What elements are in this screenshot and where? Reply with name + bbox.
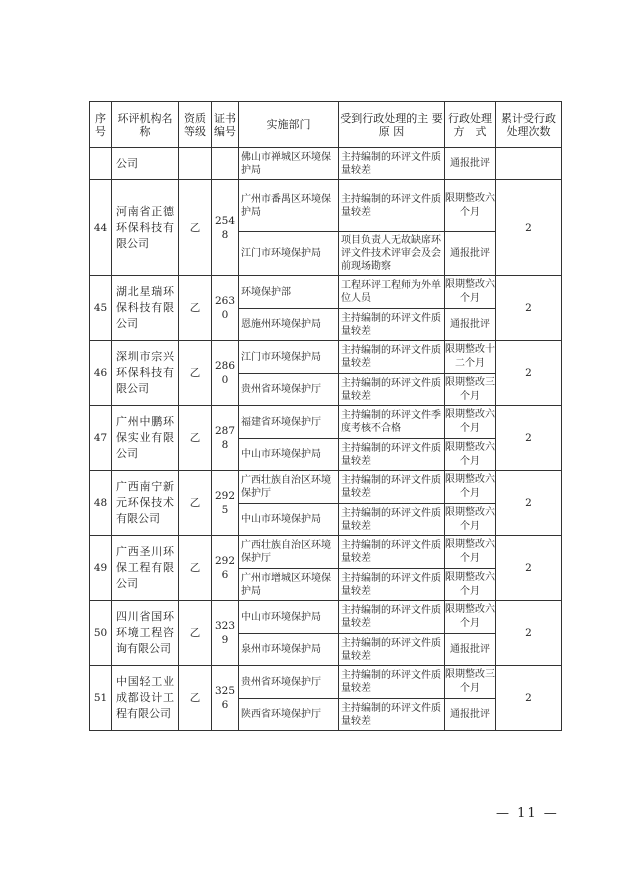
cert-cell: 2925 (212, 471, 239, 536)
dept-cell: 贵州省环境保护厅 (239, 666, 339, 699)
cert-cell: 3256 (212, 666, 239, 731)
method-cell: 限期整改十二个月 (445, 341, 496, 374)
grade-cell: 乙 (179, 666, 212, 731)
dept-cell: 中山市环境保护局 (239, 504, 339, 536)
header-dept: 实施部门 (239, 102, 339, 148)
grade-cell: 乙 (179, 536, 212, 601)
method-cell: 限期整改三个月 (445, 374, 496, 406)
reason-cell: 项目负责人无故缺席环评文件技术评审会及会前现场勘察 (339, 232, 445, 276)
reason-cell: 主持编制的环评文件季度考核不合格 (339, 406, 445, 439)
header-cert: 证书编号 (212, 102, 239, 148)
org-cell: 深圳市宗兴环保科技有限公司 (112, 341, 179, 406)
method-cell: 限期整改六个月 (445, 601, 496, 634)
cert-cell: 2548 (212, 180, 239, 276)
penalty-table (89, 101, 562, 731)
method-cell: 限期整改六个月 (445, 536, 496, 569)
carry-method: 通报批评 (445, 148, 496, 180)
cert-cell: 2630 (212, 276, 239, 341)
dept-cell: 江门市环境保护局 (239, 341, 339, 374)
carry-reason: 主持编制的环评文件质量较差 (339, 148, 445, 180)
method-cell: 限期整改六个月 (445, 569, 496, 601)
reason-cell: 主持编制的环评文件质量较差 (339, 536, 445, 569)
count-cell: 2 (496, 180, 562, 276)
seq-cell: 47 (90, 406, 112, 471)
header-org: 环评机构名 称 (112, 102, 179, 148)
carry-cert (212, 148, 239, 180)
seq-cell: 50 (90, 601, 112, 666)
reason-cell: 主持编制的环评文件质量较差 (339, 309, 445, 341)
count-cell: 2 (496, 666, 562, 731)
dept-cell: 环境保护部 (239, 276, 339, 309)
org-cell: 广西圣川环保工程有限公司 (112, 536, 179, 601)
reason-cell: 主持编制的环评文件质量较差 (339, 601, 445, 634)
count-cell: 2 (496, 601, 562, 666)
method-cell: 限期整改六个月 (445, 276, 496, 309)
method-cell: 通报批评 (445, 634, 496, 666)
page-number: — 11 — (496, 806, 559, 821)
reason-cell: 主持编制的环评文件质量较差 (339, 180, 445, 232)
method-cell: 通报批评 (445, 699, 496, 731)
reason-cell: 主持编制的环评文件质量较差 (339, 699, 445, 731)
reason-cell: 主持编制的环评文件质量较差 (339, 439, 445, 471)
reason-cell: 主持编制的环评文件质量较差 (339, 634, 445, 666)
org-cell: 四川省国环环境工程咨询有限公司 (112, 601, 179, 666)
reason-cell: 主持编制的环评文件质量较差 (339, 666, 445, 699)
org-cell: 广州中鹏环保实业有限公司 (112, 406, 179, 471)
grade-cell: 乙 (179, 341, 212, 406)
grade-cell: 乙 (179, 406, 212, 471)
header-method: 行政处理方 式 (445, 102, 496, 148)
method-cell: 限期整改六个月 (445, 406, 496, 439)
seq-cell: 51 (90, 666, 112, 731)
reason-cell: 主持编制的环评文件质量较差 (339, 504, 445, 536)
table-row (90, 471, 562, 504)
cert-cell: 2926 (212, 536, 239, 601)
method-cell: 限期整改六个月 (445, 504, 496, 536)
count-cell: 2 (496, 341, 562, 406)
method-cell: 限期整改六个月 (445, 439, 496, 471)
seq-cell: 44 (90, 180, 112, 276)
cert-cell: 2878 (212, 406, 239, 471)
method-cell: 限期整改六个月 (445, 471, 496, 504)
dept-cell: 广西壮族自治区环境保护厅 (239, 471, 339, 504)
grade-cell: 乙 (179, 180, 212, 276)
dept-cell: 陕西省环境保护厅 (239, 699, 339, 731)
cert-cell: 3239 (212, 601, 239, 666)
header-grade: 资质等级 (179, 102, 212, 148)
method-cell: 限期整改六个月 (445, 180, 496, 232)
header-reason: 受到行政处理的主 要 原 因 (339, 102, 445, 148)
method-cell: 限期整改三个月 (445, 666, 496, 699)
dept-cell: 广州市增城区环境保护局 (239, 569, 339, 601)
carry-seq (90, 148, 112, 180)
org-cell: 广西南宁新元环保技术有限公司 (112, 471, 179, 536)
method-cell: 通报批评 (445, 309, 496, 341)
count-cell: 2 (496, 471, 562, 536)
table-row (90, 536, 562, 569)
dept-cell: 福建省环境保护厅 (239, 406, 339, 439)
table-row (90, 601, 562, 634)
table-row (90, 276, 562, 309)
grade-cell: 乙 (179, 601, 212, 666)
count-cell: 2 (496, 276, 562, 341)
seq-cell: 46 (90, 341, 112, 406)
grade-cell: 乙 (179, 276, 212, 341)
table-row (90, 341, 562, 374)
count-cell: 2 (496, 406, 562, 471)
reason-cell: 主持编制的环评文件质量较差 (339, 569, 445, 601)
dept-cell: 泉州市环境保护局 (239, 634, 339, 666)
dept-cell: 恩施州环境保护局 (239, 309, 339, 341)
table-row (90, 180, 562, 232)
seq-cell: 48 (90, 471, 112, 536)
header-count: 累计受行政处理次数 (496, 102, 562, 148)
dept-cell: 贵州省环境保护厅 (239, 374, 339, 406)
seq-cell: 49 (90, 536, 112, 601)
dept-cell: 江门市环境保护局 (239, 232, 339, 276)
carry-org: 公司 (112, 148, 179, 180)
carry-dept: 佛山市禅城区环境保护局 (239, 148, 339, 180)
count-cell: 2 (496, 536, 562, 601)
dept-cell: 广西壮族自治区环境保护厅 (239, 536, 339, 569)
carry-count (496, 148, 562, 180)
method-cell: 通报批评 (445, 232, 496, 276)
table-row (90, 666, 562, 699)
org-cell: 湖北星瑞环保科技有限公司 (112, 276, 179, 341)
reason-cell: 工程环评工程师为外单位人员 (339, 276, 445, 309)
carry-row (90, 148, 562, 180)
header-seq: 序号 (90, 102, 112, 148)
dept-cell: 中山市环境保护局 (239, 601, 339, 634)
table-row (90, 406, 562, 439)
carry-grade (179, 148, 212, 180)
grade-cell: 乙 (179, 471, 212, 536)
reason-cell: 主持编制的环评文件质量较差 (339, 471, 445, 504)
dept-cell: 中山市环境保护局 (239, 439, 339, 471)
reason-cell: 主持编制的环评文件质量较差 (339, 341, 445, 374)
reason-cell: 主持编制的环评文件质量较差 (339, 374, 445, 406)
dept-cell: 广州市番禺区环境保护局 (239, 180, 339, 232)
cert-cell: 2860 (212, 341, 239, 406)
org-cell: 中国轻工业成都设计工程有限公司 (112, 666, 179, 731)
org-cell: 河南省正德环保科技有限公司 (112, 180, 179, 276)
header-row (90, 102, 562, 148)
seq-cell: 45 (90, 276, 112, 341)
